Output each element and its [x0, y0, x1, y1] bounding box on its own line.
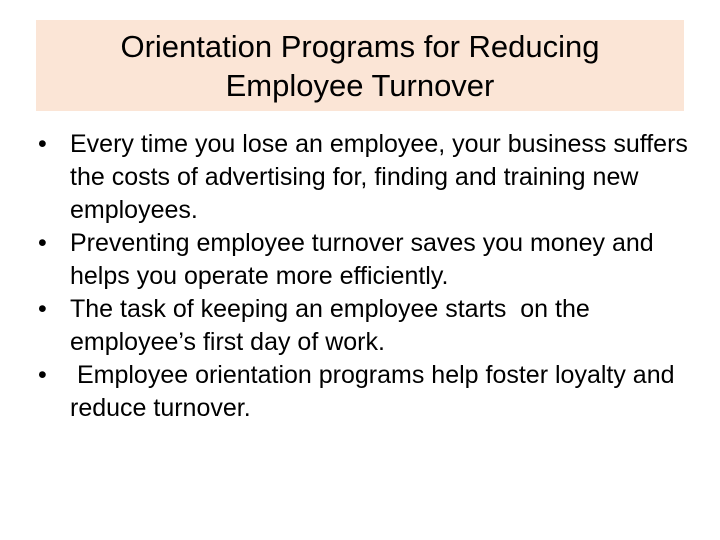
bullet-item	[36, 227, 696, 293]
bullet-dot-icon: •	[38, 295, 47, 323]
bullet-text: Preventing employee turnover saves you money and helps you operate more efficiently.	[70, 229, 654, 290]
bullet-list	[36, 128, 696, 425]
bullet-text: The task of keeping an employee starts on the employee’s first day of work.	[70, 295, 597, 356]
bullet-dot-icon: •	[38, 361, 47, 389]
bullet-text: Employee orientation programs help foster loyalty and reduce turnover.	[70, 361, 682, 422]
title-box	[36, 20, 684, 111]
bullet-dot-icon: •	[38, 229, 47, 257]
bullet-item	[36, 293, 696, 359]
bullet-dot-icon: •	[38, 130, 47, 158]
bullet-text: Every time you lose an employee, your business suffers the costs of advertising for, finding and training new employees.	[70, 130, 688, 224]
slide-title	[120, 27, 599, 105]
title-line-1: Orientation Programs for Reducing	[120, 28, 600, 64]
title-line-2: Employee Turnover	[225, 67, 495, 103]
bullet-item	[36, 128, 696, 227]
bullet-item	[36, 359, 696, 425]
